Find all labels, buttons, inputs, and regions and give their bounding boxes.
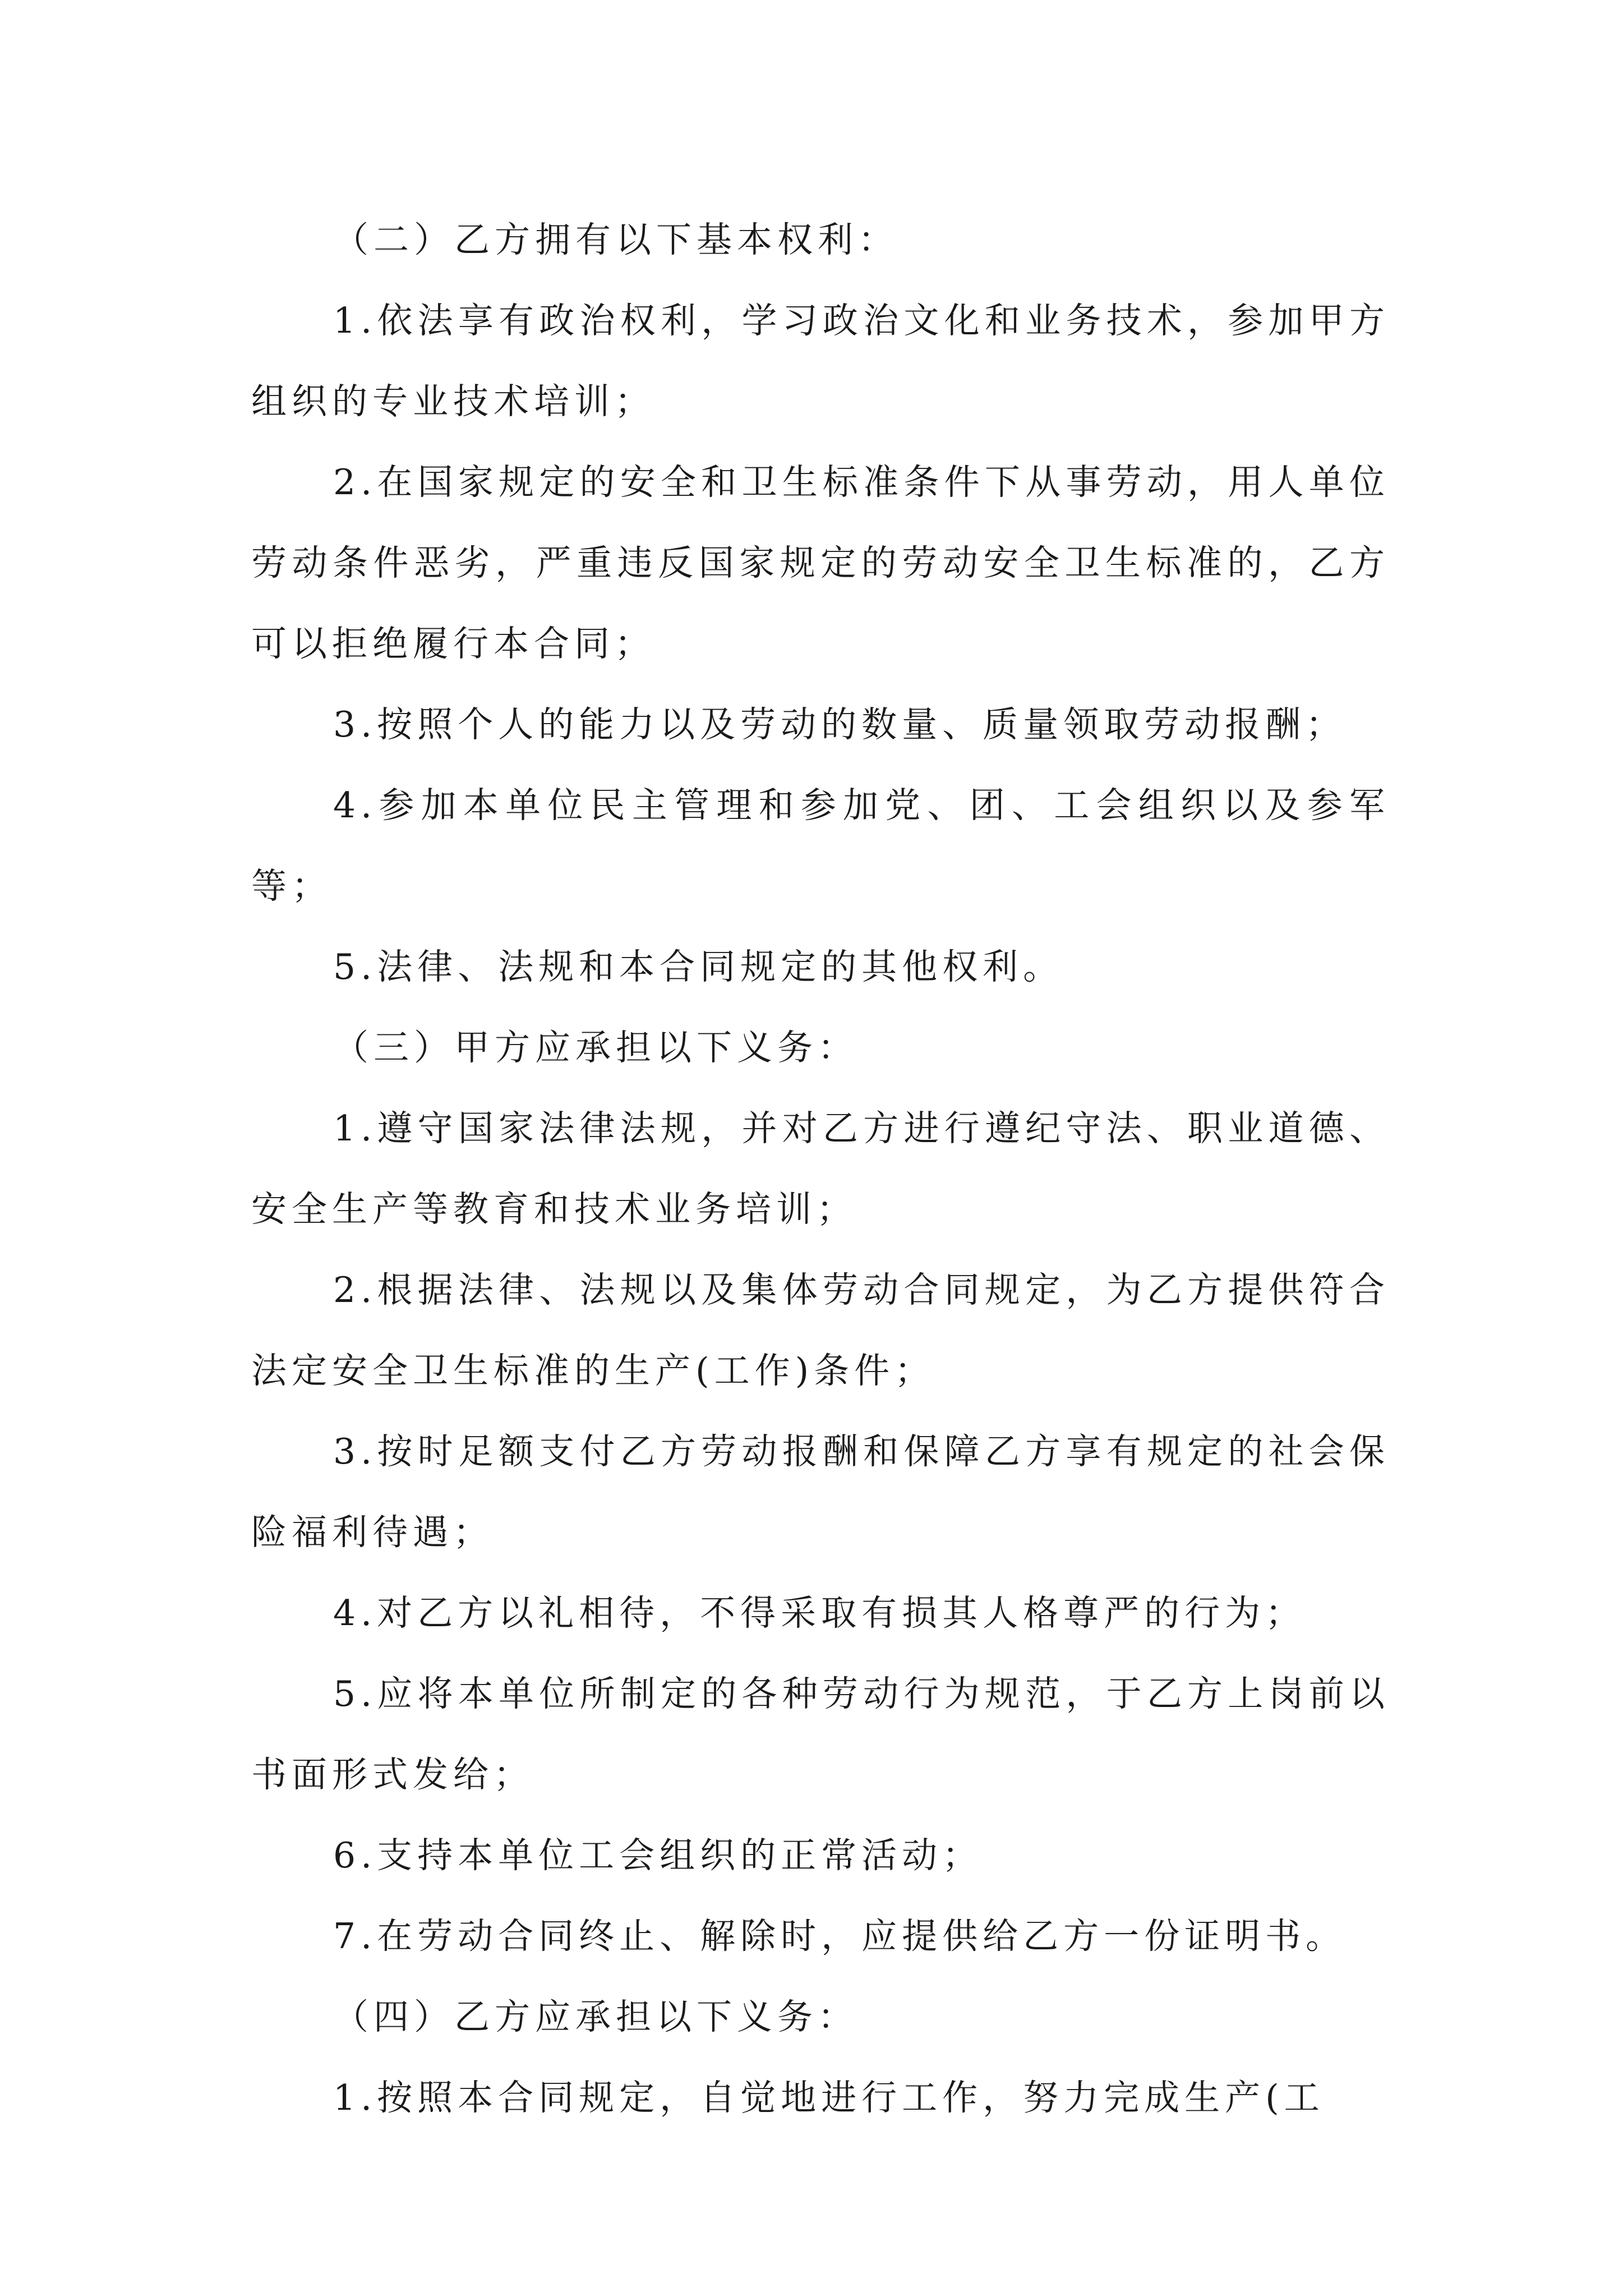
paragraph-right-5: 5.法律、法规和本合同规定的其他权利。 bbox=[333, 946, 1064, 987]
paragraph-right-4: 4.参加本单位民主管理和参加党、团、工会组织以及参军等； bbox=[251, 785, 1390, 907]
paragraph-duty-b-1: 1.按照本合同规定，自觉地进行工作，努力完成生产(工 bbox=[333, 2077, 1325, 2118]
document-body bbox=[251, 200, 1390, 2138]
paragraph-right-2: 2.在国家规定的安全和卫生标准条件下从事劳动，用人单位劳动条件恶劣，严重违反国家规定的劳动安全卫生标准的，乙方可以拒绝履行本合同； bbox=[251, 462, 1390, 664]
paragraph-duty-a-3: 3.按时足额支付乙方劳动报酬和保障乙方享有规定的社会保险福利待遇； bbox=[251, 1431, 1390, 1553]
paragraph-duty-a-4: 4.对乙方以礼相待，不得采取有损其人格尊严的行为； bbox=[333, 1593, 1306, 1634]
section-heading-2: （二）乙方拥有以下基本权利： bbox=[333, 219, 898, 260]
section-heading-3: （三）甲方应承担以下义务： bbox=[333, 1027, 858, 1068]
paragraph-duty-a-1: 1.遵守国家法律法规，并对乙方进行遵纪守法、职业道德、安全生产等教育和技术业务培训； bbox=[251, 1108, 1390, 1230]
paragraph-right-3: 3.按照个人的能力以及劳动的数量、质量领取劳动报酬； bbox=[333, 704, 1347, 745]
paragraph-duty-a-2: 2.根据法律、法规以及集体劳动合同规定，为乙方提供符合法定安全卫生标准的生产(工作)条件； bbox=[251, 1269, 1390, 1391]
paragraph-duty-a-5: 5.应将本单位所制定的各种劳动行为规范，于乙方上岗前以书面形式发给； bbox=[251, 1673, 1390, 1795]
paragraph-right-1: 1.依法享有政治权利，学习政治文化和业务技术，参加甲方组织的专业技术培训； bbox=[251, 300, 1390, 422]
paragraph-duty-a-7: 7.在劳动合同终止、解除时，应提供给乙方一份证明书。 bbox=[333, 1916, 1347, 1957]
paragraph-duty-a-6: 6.支持本单位工会组织的正常活动； bbox=[333, 1835, 983, 1876]
section-heading-4: （四）乙方应承担以下义务： bbox=[333, 1996, 858, 2037]
